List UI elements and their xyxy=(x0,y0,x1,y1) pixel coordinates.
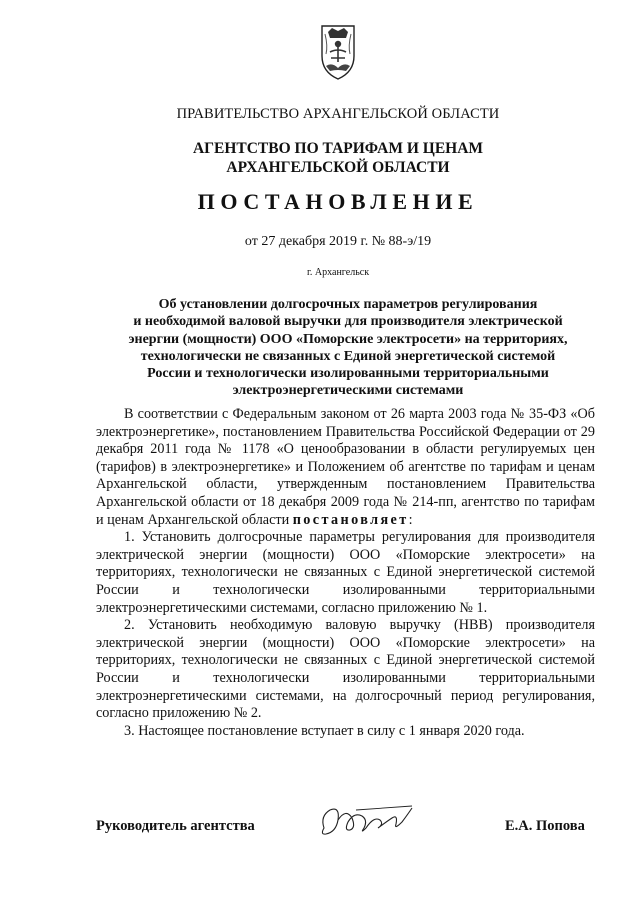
decree-colon: : xyxy=(408,511,413,528)
agency-line-2: АРХАНГЕЛЬСКОЙ ОБЛАСТИ xyxy=(226,159,450,176)
document-body xyxy=(96,406,595,740)
item-2-paragraph: 2. Установить необходимую валовую выручку (НВВ) производителя электрической энергии (мощности) ООО «Поморские электросети» на территориях, технологически не связанных с Единой энергетической системой России и технологически изолированными территориальными электроэнергетическими системами, на долгосрочный период регулирования, согласно приложению № 2. xyxy=(96,617,595,722)
government-name: ПРАВИТЕЛЬСТВО АРХАНГЕЛЬСКОЙ ОБЛАСТИ xyxy=(176,106,500,122)
subject-line: и необходимой валовой выручки для производителя электрической xyxy=(133,314,563,330)
city-name: г. Архангельск xyxy=(306,267,370,278)
item-3-paragraph: 3. Настоящее постановление вступает в силу с 1 января 2020 года. xyxy=(124,722,525,739)
agency-line-1: АГЕНТСТВО ПО ТАРИФАМ И ЦЕНАМ xyxy=(192,140,484,157)
subject-line: электроэнергетическими системами xyxy=(232,383,464,399)
preamble-paragraph xyxy=(96,406,595,529)
coat-of-arms-icon xyxy=(316,22,360,82)
handwritten-signature xyxy=(316,798,420,844)
document-type-title: ПОСТАНОВЛЕНИЕ xyxy=(197,189,479,214)
item-1-paragraph: 1. Установить долгосрочные параметры регулирования для производителя электрической энергии (мощности) ООО «Поморские электросети» на территориях, технологически не связанных с Единой энергетической системой России и технологически изолированными территориальными электроэнергетическими системами, согласно приложению № 1. xyxy=(96,529,595,616)
subject-line: России и технологически изолированными территориальными xyxy=(147,366,549,382)
signatory-name: Е.А. Попова xyxy=(505,818,585,834)
document-subject xyxy=(110,296,586,400)
preamble-text: В соответствии с Федеральным законом от 26 марта 2003 года № 35-ФЗ «Об электроэнергетике», постановлением Правительства Российской Федерации от 29 декабря 2011 года № 1178 «О ценообразовании в области регулируемых цен (тарифов) в электроэнергетике» и Положением об агентстве по тарифам и ценам Архангельской области, утвержденным постановлением Правительства Архангельской области от 18 декабря 2009 года № 214-пп, агентство по тарифам и ценам Архангельской области xyxy=(96,406,595,528)
subject-line: технологически не связанных с Единой энергетической системой xyxy=(140,348,556,364)
decree-word: постановляет xyxy=(292,511,409,528)
signatory-position: Руководитель агентства xyxy=(96,818,255,834)
agency-name xyxy=(60,139,616,177)
date-and-number: от 27 декабря 2019 г. № 88-э/19 xyxy=(244,234,432,249)
subject-line: энергии (мощности) ООО «Поморские электросети» на территориях, xyxy=(128,331,568,347)
subject-line: Об установлении долгосрочных параметров регулирования xyxy=(158,297,538,312)
